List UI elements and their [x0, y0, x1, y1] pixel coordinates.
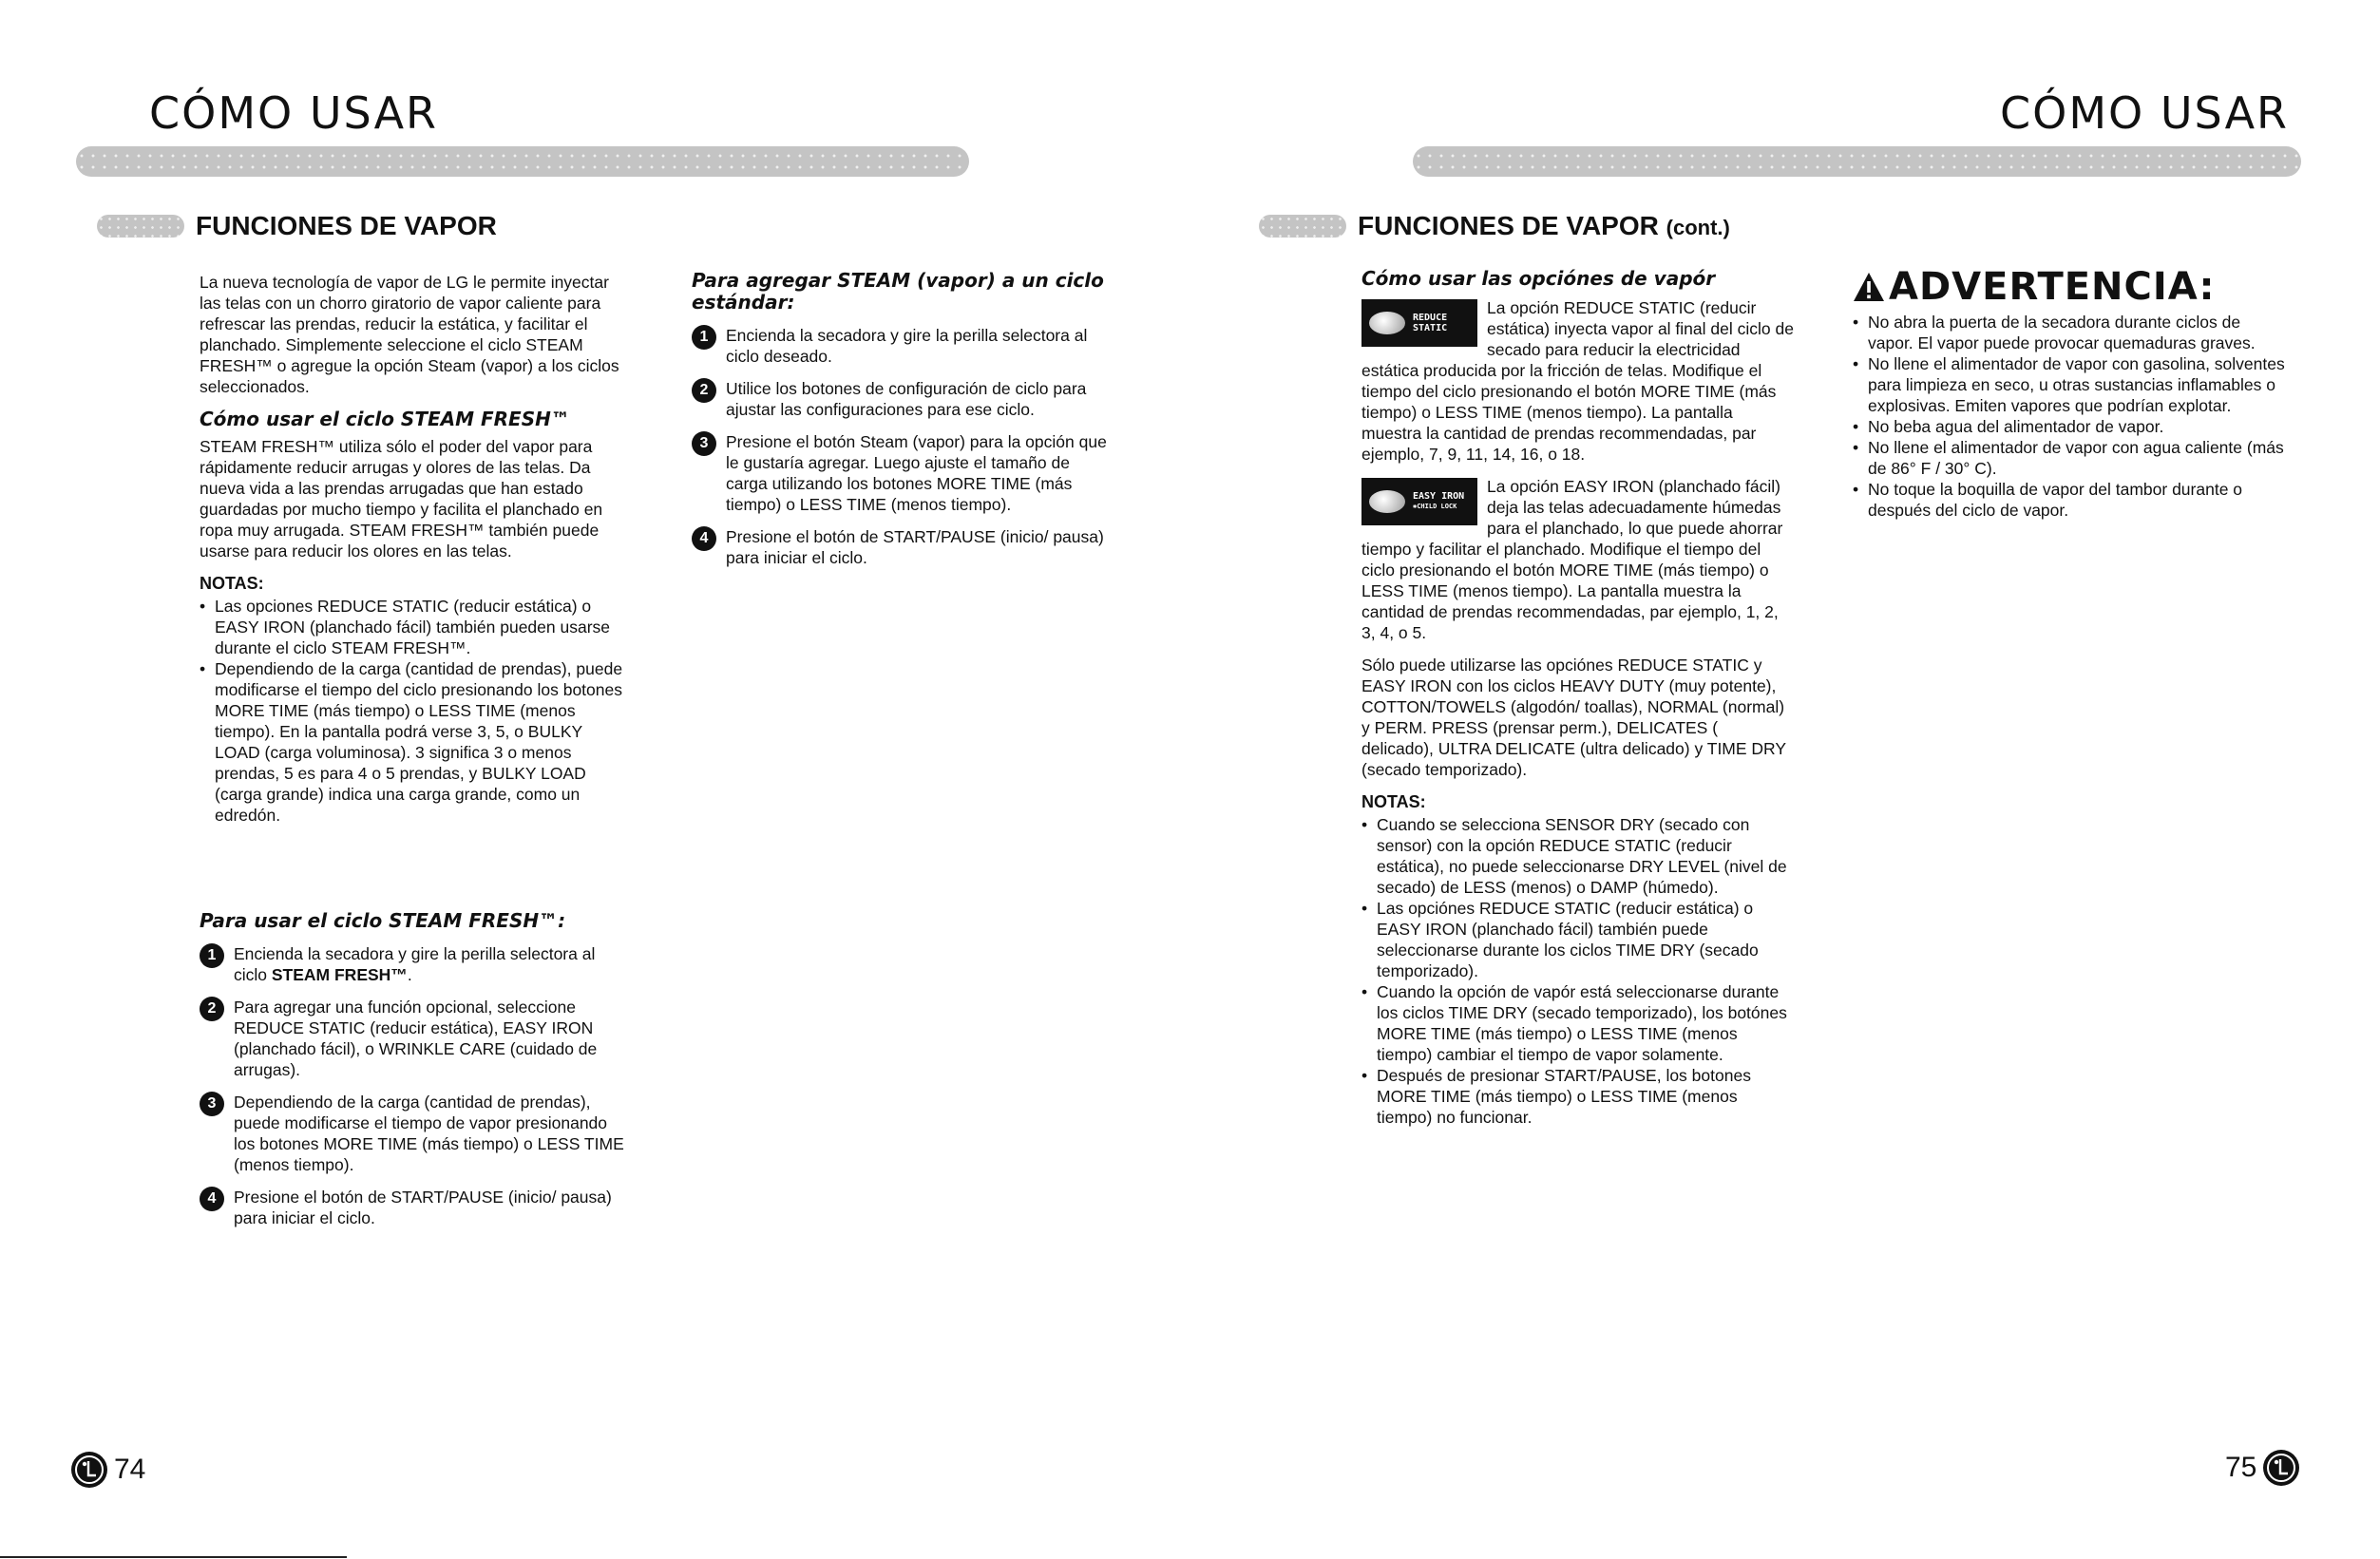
steps-para-agregar — [692, 325, 1110, 568]
notas-label: NOTAS: — [200, 574, 264, 593]
warning-list — [1853, 312, 2290, 521]
step-number-icon: 1 — [692, 325, 716, 350]
steps-para-usar — [200, 943, 632, 1228]
left-header-bar — [76, 146, 969, 177]
reduce-static-badge: REDUCE STATIC — [1361, 299, 1477, 347]
list-item: • No toque la boquilla de vapor del tambor durante o después del ciclo de vapor. — [1853, 479, 2290, 521]
right-notes-list — [1361, 814, 1794, 1128]
step-item: 4 Presione el botón de START/PAUSE (inicio/ pausa) para iniciar el ciclo. — [200, 1187, 632, 1228]
left-column-1 — [200, 272, 632, 826]
list-item: • Cuando se selecciona SENSOR DRY (secado con sensor) con la opción REDUCE STATIC (reducir estática), no puede seleccionarse DRY LEVEL (nivel de secado) de LESS (menos) o DAMP (húmedo). — [1361, 814, 1794, 898]
list-item: • No abra la puerta de la secadora durante ciclos de vapor. El vapor puede provocar quemaduras graves. — [1853, 312, 2290, 353]
subhead-para-usar: Para usar el ciclo STEAM FRESH™: — [200, 909, 566, 932]
list-item: • Después de presionar START/PAUSE, los botones MORE TIME (más tiempo) o LESS TIME (menos tiempo) no funcionar. — [1361, 1065, 1794, 1128]
subhead-opciones-vapor: Cómo usar las opciónes de vapór — [1361, 267, 1716, 290]
lg-logo-icon — [2262, 1449, 2300, 1487]
right-header-bar — [1413, 146, 2301, 177]
right-footer — [2225, 1449, 2300, 1487]
right-column-1 — [1361, 268, 1794, 1128]
step-item: 3 Presione el botón Steam (vapor) para la opción que le gustaría agregar. Luego ajuste el tamaño de carga utilizando los botones MORE TIME (más tiempo) o LESS TIME (menos tiempo). — [692, 431, 1110, 515]
cycles-paragraph: Sólo puede utilizarse las opciónes REDUCE STATIC y EASY IRON con los ciclos HEAVY DUTY (muy potente), COTTON/TOWELS (algodón/ toallas), NORMAL (normal) y PERM. PRESS (prensar perm.), DELICATES ( delicado), ULTRA DELICATE (ultra delicado) y TIME DRY (secado temporizado). — [1361, 656, 1786, 779]
reduce-static-text: La opción REDUCE STATIC (reducir estática) inyecta vapor al final del ciclo de secado para reducir la electricidad estática producida por la fricción de telas. Modifique el tiempo del ciclo presionando el botón MORE TIME (más tiempo) o LESS TIME (menos tiempo). La pantalla muestra la cantidad de prendas recommendadas, par ejemplo, 7, 9, 11, 14, 16, o 18. — [1361, 298, 1794, 464]
step-number-icon: 3 — [692, 431, 716, 456]
list-item: • No llene el alimentador de vapor con agua caliente (más de 86° F / 30° C). — [1853, 437, 2290, 479]
step-item: 2 Para agregar una función opcional, seleccione REDUCE STATIC (reducir estática), EASY IRON (planchado fácil), o WRINKLE CARE (cuidado de arrugas). — [200, 997, 632, 1080]
step-number-icon: 2 — [692, 378, 716, 403]
scan-edge-line — [0, 1556, 347, 1558]
right-section-heading: FUNCIONES DE VAPOR (cont.) — [1358, 211, 1730, 240]
step-number-icon: 3 — [200, 1092, 224, 1116]
subhead-para-agregar: Para agregar STEAM (vapor) a un ciclo estándar: — [692, 269, 1104, 314]
step-item: 2 Utilice los botones de configuración de ciclo para ajustar las configuraciones para ese ciclo. — [692, 378, 1110, 420]
list-item: • Dependiendo de la carga (cantidad de prendas), puede modificarse el tiempo del ciclo presionando los botones MORE TIME (más tiempo) o LESS TIME (menos tiempo). En la pantalla podrá verse 3, 5, o BULKY LOAD (carga voluminosa). 3 significa 3 o menos prendas, 5 es para 4 o 5 prendas, y BULKY LOAD (carga grande) indica una carga grande, como un edredón. — [200, 658, 632, 826]
easy-iron-badge: EASY IRON ✱CHILD LOCK — [1361, 478, 1477, 525]
section-heading-cont: (cont.) — [1666, 216, 1730, 239]
section-pill-icon — [97, 215, 184, 238]
left-footer — [70, 1451, 145, 1489]
warning-box — [1853, 265, 2290, 521]
step-number-icon: 1 — [200, 943, 224, 968]
left-notes-list — [200, 596, 632, 826]
button-oval-icon — [1369, 490, 1405, 513]
list-item: • Cuando la opción de vapór está seleccionarse durante los ciclos TIME DRY (secado temporizado), los botónes MORE TIME (más tiempo) o LESS TIME (menos tiempo) cambiar el tiempo de vapor solamente. — [1361, 981, 1794, 1065]
step-item: 4 Presione el botón de START/PAUSE (inicio/ pausa) para iniciar el ciclo. — [692, 526, 1110, 568]
section-pill-icon — [1259, 215, 1346, 238]
steam-fresh-description: STEAM FRESH™ utiliza sólo el poder del vapor para rápidamente reducir arrugas y olores de las telas. Da nueva vida a las prendas arrugadas que han estado guardadas por mucho tiempo y facilita el planchado en ropa muy arrugada. STEAM FRESH™ también puede usarse para reducir los olores en las telas. — [200, 437, 603, 561]
intro-paragraph: La nueva tecnología de vapor de LG le permite inyectar las telas con un chorro giratorio de vapor caliente para refrescar las prendas, reducir la estática, y facilitar el planchado. Simplemente seleccione el ciclo STEAM FRESH™ o agregue la opción Steam (vapor) a los ciclos seleccionados. — [200, 273, 619, 396]
step-item: 1 Encienda la secadora y gire la perilla selectora al ciclo deseado. — [692, 325, 1110, 367]
easy-iron-text: La opción EASY IRON (planchado fácil) deja las telas adecuadamente húmedas para el planchado, lo que puede ahorrar tiempo y facilitar el planchado. Modifique el tiempo del ciclo presionando el botón MORE TIME (más tiempo) o LESS TIME (menos tiempo). La pantalla muestra la cantidad de prendas recommendadas, par ejemplo, 1, 2, 3, 4, o 5. — [1361, 477, 1783, 642]
list-item: • No llene el alimentador de vapor con gasolina, solventes para limpieza en seco, u otras sustancias inflamables o explosivas. Emiten vapores que podrían explotar. — [1853, 353, 2290, 416]
step-number-icon: 4 — [692, 526, 716, 551]
lg-logo-icon — [70, 1451, 108, 1489]
notas-label: NOTAS: — [1361, 792, 1426, 811]
left-page-title: CÓMO USAR — [149, 87, 438, 139]
step-number-icon: 2 — [200, 997, 224, 1021]
reduce-static-block — [1361, 297, 1794, 465]
warning-title: ADVERTENCIA: — [1853, 268, 2290, 306]
step-item: 3 Dependiendo de la carga (cantidad de prendas), puede modificarse el tiempo de vapor presionando los botones MORE TIME (más tiempo) o LESS TIME (menos tiempo). — [200, 1092, 632, 1175]
left-section-heading: FUNCIONES DE VAPOR — [196, 211, 497, 240]
subhead-como-usar: Cómo usar el ciclo STEAM FRESH™ — [200, 408, 570, 430]
list-item: • Las opciones REDUCE STATIC (reducir estática) o EASY IRON (planchado fácil) también pueden usarse durante el ciclo STEAM FRESH™. — [200, 596, 632, 658]
list-item: • No beba agua del alimentador de vapor. — [1853, 416, 2290, 437]
right-page-title: CÓMO USAR — [2000, 87, 2289, 139]
step-number-icon: 4 — [200, 1187, 224, 1211]
list-item: • Las opciónes REDUCE STATIC (reducir estática) o EASY IRON (planchado fácil) también puede seleccionarse durante los ciclos TIME DRY (secado temporizado). — [1361, 898, 1794, 981]
left-column-2 — [692, 270, 1110, 580]
warning-triangle-icon — [1853, 272, 1885, 302]
left-section-header — [97, 213, 497, 239]
button-oval-icon — [1369, 312, 1405, 334]
step-item: 1 Encienda la secadora y gire la perilla selectora al ciclo STEAM FRESH™. — [200, 943, 632, 985]
left-page-number: 74 — [114, 1454, 146, 1485]
easy-iron-block — [1361, 476, 1794, 643]
left-column-1-steps — [200, 910, 632, 1240]
right-section-header — [1259, 213, 1730, 239]
right-page-number: 75 — [2225, 1452, 2257, 1483]
